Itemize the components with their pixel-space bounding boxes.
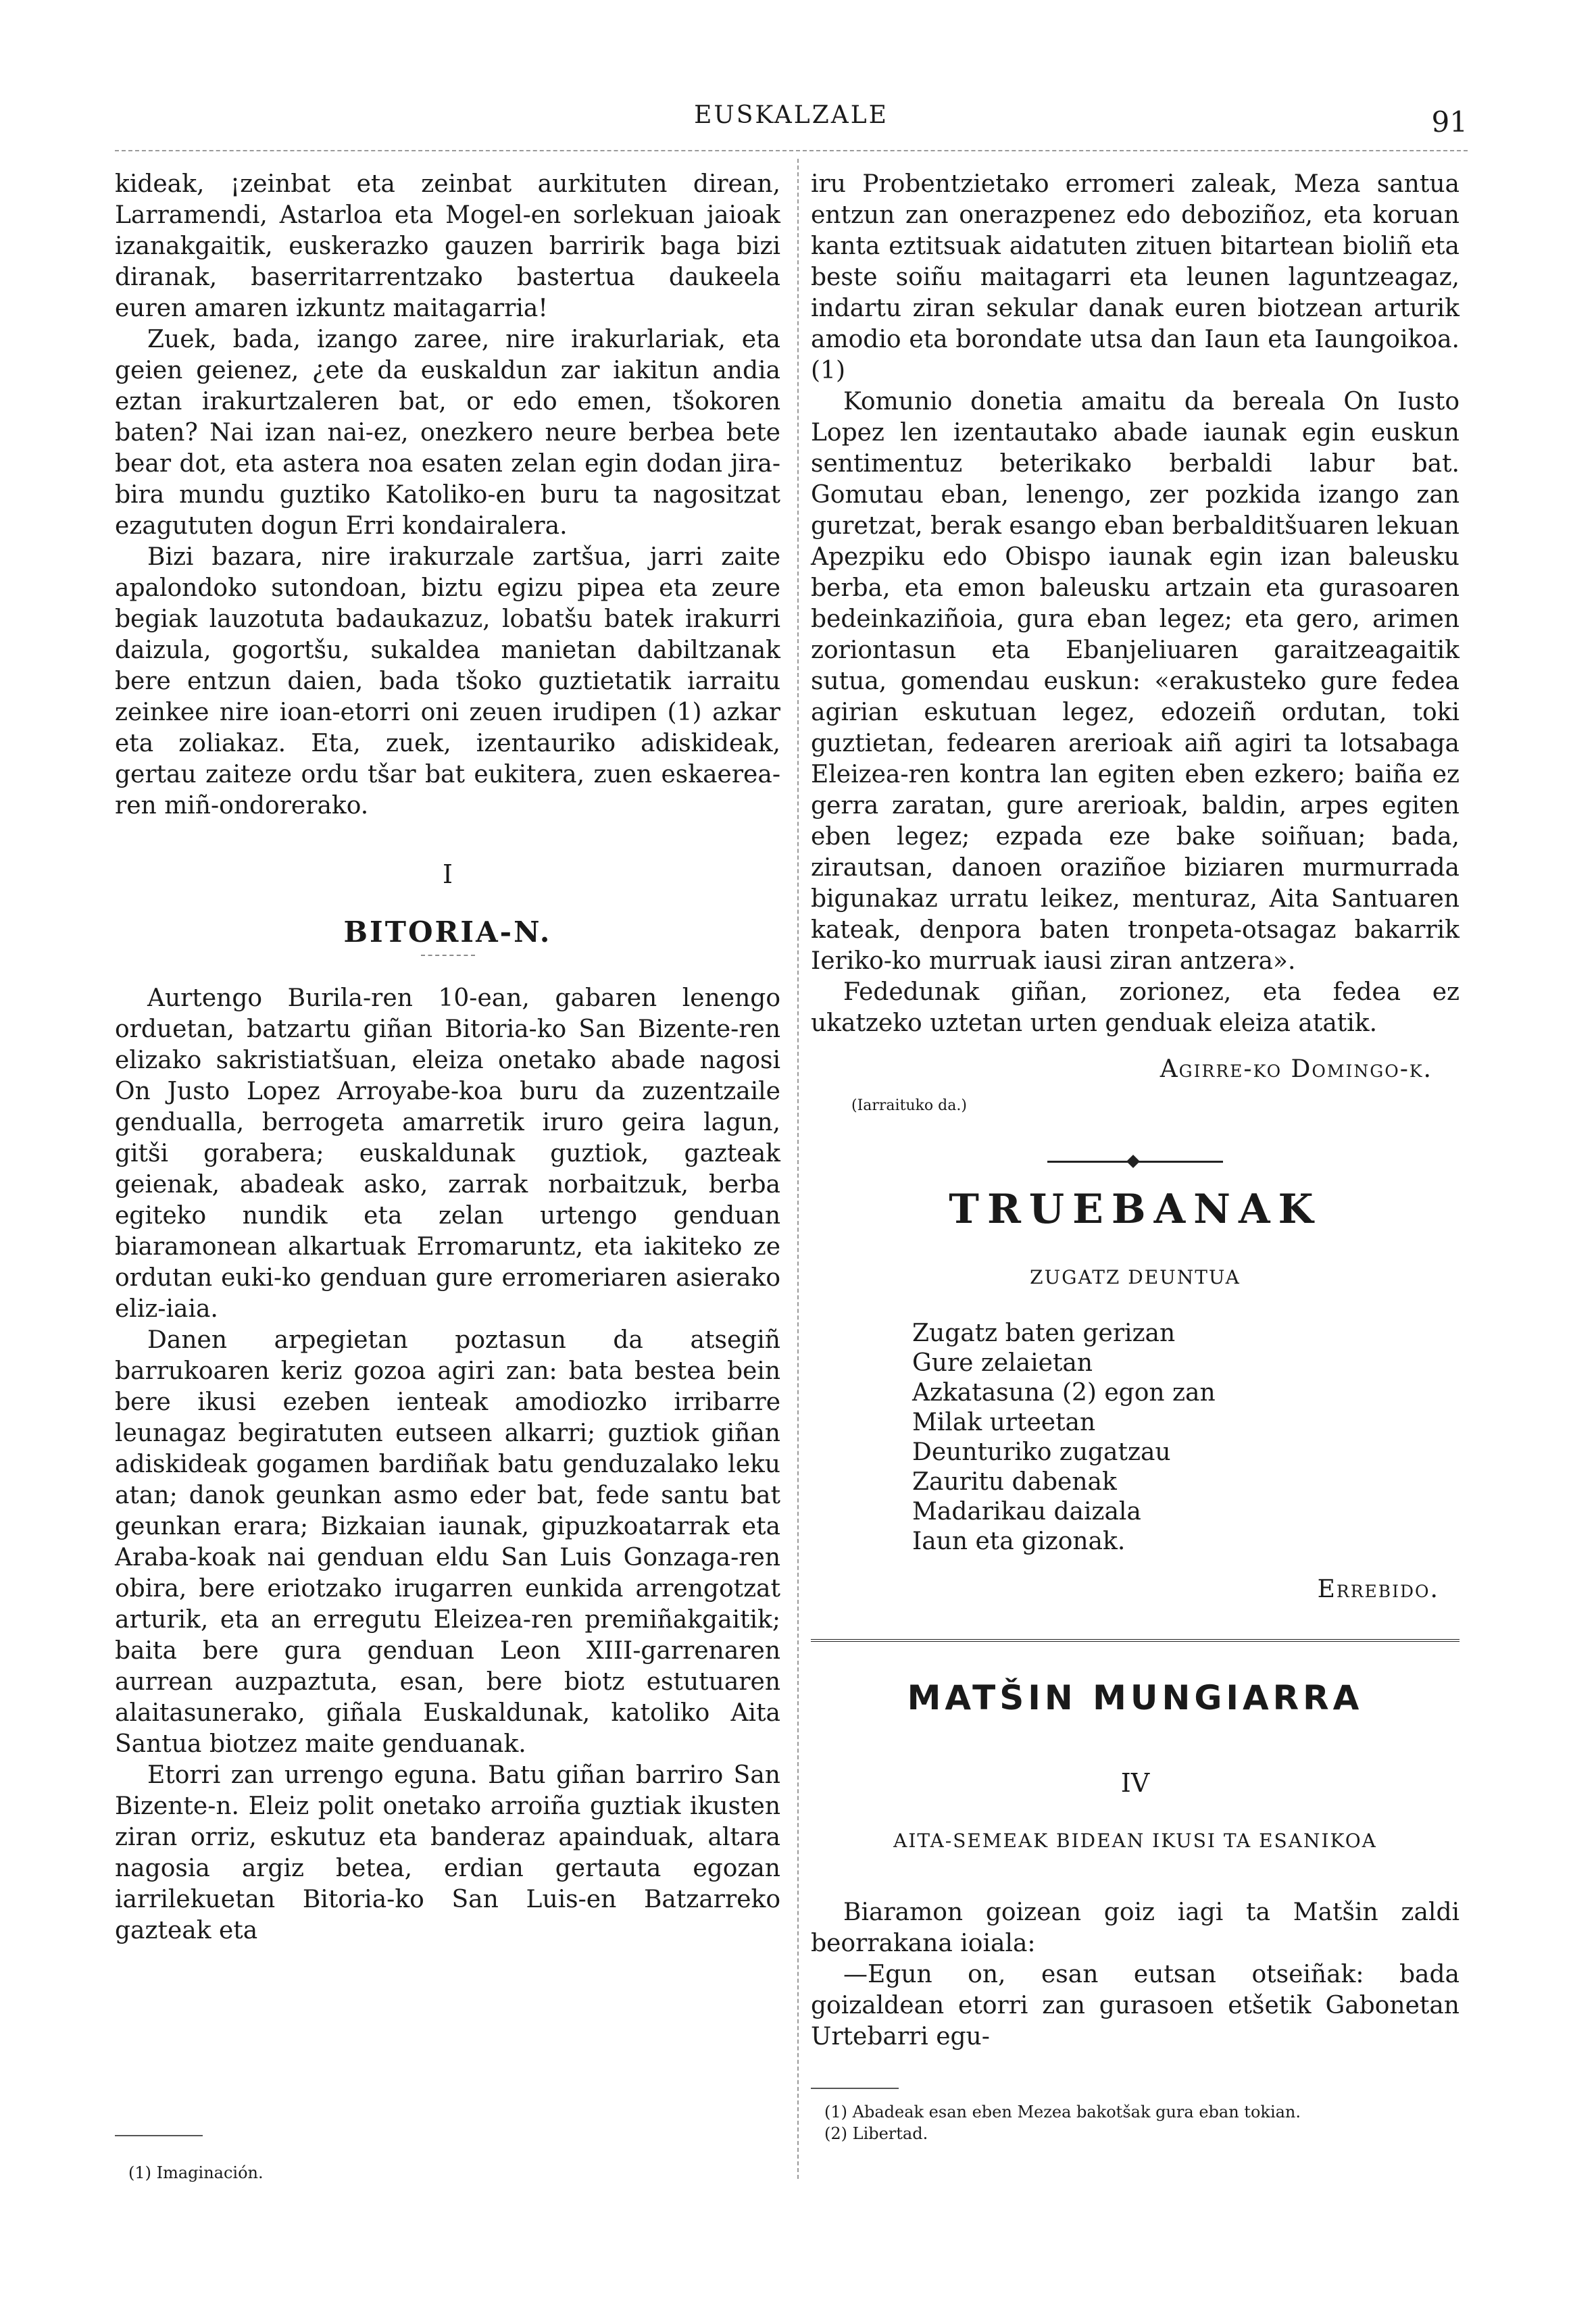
continuation-note: (Iarraituko da.) <box>851 1097 967 1114</box>
poem-line: Zauritu dabenak <box>912 1468 1117 1496</box>
paragraph: Fededunak giñan, zorionez, eta fedea ez ukatzeko uztetan urten genduak eleiza atatik. <box>811 978 1460 1037</box>
paragraph: Bizi bazara, nire irakurzale zartšua, jarri zaite apalondoko sutondoan, biztu egizu pipea eta zeure begiak lauzotuta badaukazuz, lobatšu batek irakurri daizula, gogortšu, sukaldea manietan dabiltzanak bere entzun daien, bada tšoko guztietatik iarraitu zeinkee nire ioan-etorri oni zeuen irudipen (1) azkar eta zoliakaz. Eta, zuek, izentauriko adiskideak, gertau zaiteze ordu tšar bat eukitera, zuen eskaerea-ren miñ-ondorerako. <box>115 543 780 820</box>
footnotes <box>824 2101 1460 2144</box>
header-rule <box>115 150 1468 151</box>
poem <box>912 1319 1460 1557</box>
chapter-subtitle: AITA-SEMEAK BIDEAN IKUSI TA ESANIKOA <box>893 1830 1377 1852</box>
left-column <box>115 169 780 1946</box>
poem-line: Deunturiko zugatzau <box>912 1438 1171 1466</box>
right-column <box>811 169 1460 2053</box>
chapter-number: IV <box>1120 1768 1150 1798</box>
paragraph: kideak, ¡zeinbat eta zeinbat aurkituten direan, Larramendi, Astarloa eta Mogel-en sorlekuan jaioak izanakgaitik, euskerazko gauzen barririk baga bizi diranak, baserritarrentzako bastertua daukeela euren amaren izkuntz maitagarria! <box>115 170 780 322</box>
footnote-rule <box>811 2088 899 2089</box>
poem-line: Milak urteetan <box>912 1409 1096 1436</box>
paragraph: Komunio donetia amaitu da bereala On Iusto Lopez len izentautako abade iaunak egin euskun sentimentuz beterikako berbaldi labur bat. Gomutau eban, lenengo, zer pozkida izango zan guretzat, berak esango eban berbalditšuaren lekuan Apezpiku edo Obispo iaunak egin izan baleusku berba, eta emon baleusku artzain eta gurasoaren bedeinkaziñoia, gura eban legez; eta gero, arimen zoriontasun eta Ebanjeliuaren garaitzeagaitik sutua, gomendau euskun: «erakusteko gure fedea agirian eskutuan legez, edozeiñ ordutan, toki guztietan, fedearen arerioak aiñ agiri ta lotsabaga Eleizea-ren kontra lan egiten eben ezkero; baiña ez gerra zaratan, gure arerioak, baldin, arpes egiten eben legez; ezpada eze bake soiñuan; bada, zirautsan, danoen oraziñoe biziaren murmurrada bigunakaz urratu leikez, menturaz, Aita Santuaren kateak, denpora baten tronpeta-otsagaz bakarrik Ieriko-ko murruak iausi ziran antzera». <box>811 388 1460 975</box>
poem-line: Iaun eta gizonak. <box>912 1528 1126 1555</box>
poem-signature: Errebido. <box>1317 1576 1439 1603</box>
running-title: EUSKALZALE <box>694 101 889 129</box>
paragraph: iru Probentzietako erromeri zaleak, Meza santua entzun zan onerazpenez edo deboziñoz, eta koruan kanta eztitsuak aidatuten zituen bitartean bioliñ eta beste soiñu maitagarri eta leunen laguntzeagaz, indartu ziran sekular danak euren biotzean arturik amodio eta borondate utsa dan Iaun eta Iaungoikoa. (1) <box>811 170 1460 384</box>
paragraph: Aurtengo Burila-ren 10-ean, gabaren lenengo orduetan, batzartu giñan Bitoria-ko San Bizente-ren elizako sakristiatšuan, eleiza onetako abade nagosi On Justo Lopez Arroyabe-koa buru da zuzentzaile gendualla, berrogeta amarretik iruro geira lagun, gitši gorabera; euskaldunak guztiok, gazteak geienak, abadeak asko, zarrak norbaitzuk, berba egiteko nundik eta zelan urtengo genduan biaramonean alkartuak Erromaruntz, eta iakiteko ze ordutan euki-ko genduan gure erromeriaren asierako eliz-iaia. <box>115 984 780 1323</box>
story-title: MATŠIN MUNGIARRA <box>907 1678 1364 1717</box>
poem-line: Azkatasuna (2) egon zan <box>912 1379 1216 1407</box>
poem-line: Zugatz baten gerizan <box>912 1319 1176 1347</box>
poem-line: Gure zelaietan <box>912 1349 1093 1377</box>
paragraph: Etorri zan urrengo eguna. Batu giñan barriro San Bizente-n. Eleiz polit onetako arroiña guztiak ikusten ziran orriz, eskutuz eta banderaz apainduak, altara nagosia argiz betea, erdian gertauta egozan iarrilekuetan Bitoria-ko San Luis-en Batzarreko gazteak eta <box>115 1761 780 1944</box>
poem-title: TRUEBANAK <box>949 1186 1322 1233</box>
section-title: BITORIA-N. <box>343 915 552 949</box>
footnote-rule <box>115 2135 203 2136</box>
paragraph: —Egun on, esan eutsan otseiñak: bada goizaldean etorri zan gurasoen etšetik Gabonetan Urtebarri egu- <box>811 1961 1460 2051</box>
page-number: 91 <box>1431 105 1468 139</box>
footnote: (2) Libertad. <box>824 2124 928 2143</box>
section-number: I <box>442 859 453 889</box>
paragraph: Zuek, bada, izango zaree, nire irakurlariak, eta geien geienez, ¿ete da euskaldun zar iakitun andia eztan irakurtzaleren bat, or edo emen, tšokoren baten? Nai izan nai-ez, onezkero neure berbea bete bear dot, eta astera noa esaten zelan egin dodan jira-bira mundu guztiko Katoliko-en buru ta nagositzat ezagututen dogun Erri kondairalera. <box>115 326 780 540</box>
section-rule <box>421 955 475 956</box>
poem-subtitle: ZUGATZ DEUNTUA <box>1030 1266 1241 1288</box>
paragraph: Danen arpegietan poztasun da atsegiñ barrukoaren keriz gozoa agiri zan: bata bestea bein bere ikusi ezeben ienteak amodiozko irribarre leunagaz begiratuten eutseen alkarri; guztiok giñan adiskideak gogamen bardiñak batu genduzalako leku atan; danok geunkan asmo eder bat, fede santu bat geunkan erara; Bizkaian iaunak, gipuzkoatarrak eta Araba-koak nai genduan eldu San Luis Gonzaga-ren obira, bere eriotzako irugarren eunkida arrengotzat arturik, eta an erregutu Eleizea-ren premiñakgaitik; baita bere gura genduan Leon XIII-garrenaren aurrean auzpaztuta, esan, bere biotz estutuaren alaitasunerako, giñala Euskaldunak, katoliko Aita Santua biotzez maite genduanak. <box>115 1326 780 1758</box>
ornament-rule <box>1047 1161 1223 1163</box>
diamond-ornament-icon <box>1126 1155 1140 1168</box>
paragraph: Biaramon goizean goiz iagi ta Matšin zaldi beorrakana ioiala: <box>811 1898 1460 1957</box>
footnote: (1) Imaginación. <box>128 2163 264 2182</box>
column-divider <box>797 159 799 2179</box>
author-signature: Agirre-ko Domingo-k. <box>1159 1055 1432 1083</box>
page-header <box>115 101 1468 142</box>
poem-line: Madarikau daizala <box>912 1498 1141 1526</box>
footnote: (1) Abadeak esan eben Mezea bakotšak gura eban tokian. <box>824 2103 1301 2121</box>
double-rule <box>811 1639 1460 1642</box>
